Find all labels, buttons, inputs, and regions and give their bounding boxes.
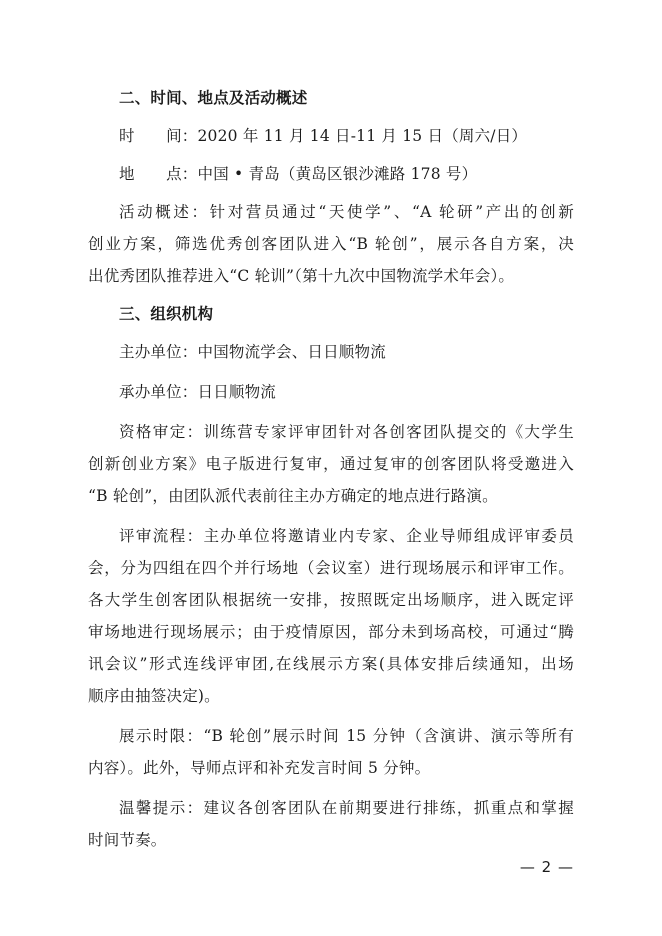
paragraph-line: 出优秀团队推荐进入“C 轮训”（第十九次中国物流学术年会）。 [88,267,515,285]
paragraph-line: 时间节奏。 [88,831,167,849]
page-number: — 2 — [519,858,574,876]
paragraph-line: 活动概述：针对营员通过“天使学”、“A 轮研”产出的创新 [119,203,574,221]
paragraph-line: 会，分为四组在四个并行场地（会议室）进行现场展示和评审工作。 [88,559,574,577]
paragraph-line: 展示时限：“B 轮创”展示时间 15 分钟（含演讲、演示等所有 [119,727,574,745]
section-heading-organization: 三、组织机构 [119,305,214,323]
paragraph-line: 温馨提示：建议各创客团队在前期要进行排练，抓重点和掌握 [119,799,574,817]
overview-paragraph [88,196,574,292]
section-heading-time-place: 二、时间、地点及活动概述 [119,89,308,107]
paragraph-line: 创新创业方案》电子版进行复审，通过复审的创客团队将受邀进入 [88,455,574,473]
paragraph-line: 评审流程：主办单位将邀请业内专家、企业导师组成评审委员 [119,527,574,545]
paragraph-line: 资格审定：训练营专家评审团针对各创客团队提交的《大学生 [119,423,574,441]
host-line: 主办单位：中国物流学会、日日顺物流 [119,343,386,361]
paragraph-line: “B 轮创”，由团队派代表前往主办方确定的地点进行路演。 [88,487,498,505]
time-line: 时 间：2020 年 11 月 14 日-11 月 15 日（周六/日） [119,127,528,145]
paragraph-line: 创业方案，筛选优秀创客团队进入“B 轮创”，展示各自方案，决 [88,235,574,253]
review-process-paragraph [88,520,574,712]
organizer-line: 承办单位：日日顺物流 [119,383,277,401]
paragraph-line: 审场地进行现场展示；由于疫情原因，部分未到场高校，可通过“腾 [88,623,574,641]
tips-paragraph [88,792,574,856]
paragraph-line: 讯会议”形式连线评审团,在线展示方案(具体安排后续通知，出场 [88,655,574,673]
time-limit-paragraph [88,720,574,784]
document-body [88,82,574,856]
paragraph-line: 顺序由抽签决定)。 [88,687,220,705]
qualification-paragraph [88,416,574,512]
place-line: 地 点：中国 • 青岛（黄岛区银沙滩路 178 号） [119,165,478,183]
paragraph-line: 各大学生创客团队根据统一安排，按照既定出场顺序，进入既定评 [88,591,574,609]
paragraph-line: 内容）。此外，导师点评和补充发言时间 5 分钟。 [88,759,431,777]
